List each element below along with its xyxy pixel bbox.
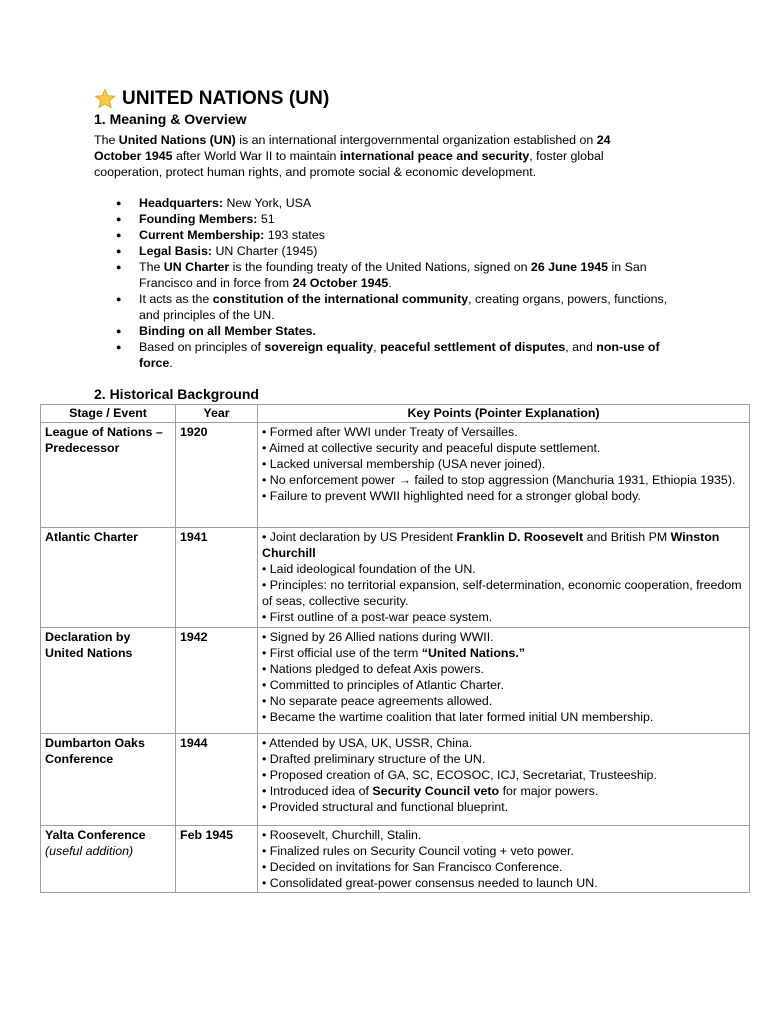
text-run: Based on principles of — [139, 340, 265, 354]
text-run: and British PM — [583, 530, 671, 544]
key-point — [262, 875, 745, 891]
text-run: • Principles: no territorial expansion, self-determination, economic cooperation, freedom of seas, collective security. — [262, 578, 742, 608]
stage-name: Atlantic Charter — [45, 530, 138, 544]
bold-text: United Nations (UN) — [118, 133, 236, 147]
text-run: • First official use of the term — [262, 646, 422, 660]
bullet-item — [94, 323, 674, 339]
text-run: • Nations pledged to defeat Axis powers. — [262, 662, 484, 676]
text-run: is the founding treaty of the United Nations, signed on — [229, 260, 531, 274]
bullet-item — [94, 227, 674, 243]
table-row — [41, 423, 750, 528]
text-run: • Laid ideological foundation of the UN. — [262, 562, 476, 576]
text-run: • Aimed at collective security and peaceful dispute settlement. — [262, 441, 601, 455]
text-run: • Joint declaration by US President — [262, 530, 457, 544]
stage-cell — [41, 528, 176, 628]
text-run: 51 — [257, 212, 275, 226]
year-cell: 1942 — [176, 628, 258, 734]
text-run: The — [139, 260, 164, 274]
bold-text: 24 October 1945 — [292, 276, 389, 290]
bold-text: Binding on all Member States. — [139, 324, 316, 338]
text-run: • Signed by 26 Allied nations during WWII. — [262, 630, 494, 644]
table-row — [41, 528, 750, 628]
column-header-year: Year — [176, 405, 258, 423]
key-points-cell — [258, 528, 750, 628]
text-run: • Failure to prevent WWII highlighted need for a stronger global body. — [262, 489, 641, 503]
text-run: • Formed after WWI under Treaty of Versailles. — [262, 425, 518, 439]
text-run: • Decided on invitations for San Francisco Conference. — [262, 860, 563, 874]
key-point — [262, 843, 745, 859]
key-point — [262, 827, 745, 843]
key-point — [262, 783, 745, 799]
key-point — [262, 751, 745, 767]
bold-text: sovereign equality — [264, 340, 374, 354]
overview-bullet-list — [94, 195, 674, 371]
section-heading-history: 2. Historical Background — [94, 386, 259, 402]
text-run: . — [388, 276, 392, 290]
table-row — [41, 628, 750, 734]
year-cell: Feb 1945 — [176, 826, 258, 893]
key-points-cell — [258, 423, 750, 528]
key-point — [262, 799, 745, 815]
stage-name: Yalta Conference — [45, 828, 146, 842]
column-header-stage: Stage / Event — [41, 405, 176, 423]
text-run: for major powers. — [499, 784, 599, 798]
key-point — [262, 767, 745, 783]
text-run: • No separate peace agreements allowed. — [262, 694, 493, 708]
year-cell: 1941 — [176, 528, 258, 628]
bold-text: Current Membership: — [139, 228, 265, 242]
key-point — [262, 561, 745, 577]
table-row — [41, 734, 750, 826]
bold-text: Winston Churchill — [262, 530, 720, 560]
bold-text: constitution of the international community — [212, 292, 469, 306]
stage-cell — [41, 826, 176, 893]
page-title-text: UNITED NATIONS (UN) — [122, 88, 330, 109]
key-point — [262, 488, 745, 504]
text-run: • First outline of a post-war peace system. — [262, 610, 493, 624]
bullet-item — [94, 339, 674, 371]
intro-paragraph — [94, 132, 654, 180]
stage-name: Dumbarton Oaks Conference — [45, 736, 145, 766]
table-body — [41, 423, 750, 893]
text-run: New York, USA — [223, 196, 312, 210]
bold-text: “United Nations.” — [421, 646, 526, 660]
key-point — [262, 472, 745, 488]
key-point — [262, 456, 745, 472]
key-point — [262, 677, 745, 693]
stage-name: League of Nations – Predecessor — [45, 425, 163, 455]
text-run: in San Francisco and in force from — [139, 260, 647, 290]
bold-text: Headquarters: — [139, 196, 224, 210]
year-cell: 1944 — [176, 734, 258, 826]
bullet-item — [94, 195, 674, 211]
bold-text: UN Charter — [163, 260, 230, 274]
text-run: • Drafted preliminary structure of the UN. — [262, 752, 486, 766]
key-point — [262, 645, 745, 661]
key-point — [262, 709, 745, 725]
key-point — [262, 529, 745, 561]
text-run: The — [94, 133, 119, 147]
stage-name: Declaration by United Nations — [45, 630, 133, 660]
text-run: • Committed to principles of Atlantic Charter. — [262, 678, 504, 692]
key-point — [262, 661, 745, 677]
stage-note: (useful addition) — [45, 844, 134, 858]
bold-text: Franklin D. Roosevelt — [456, 530, 584, 544]
text-run: • Provided structural and functional blueprint. — [262, 800, 509, 814]
text-run: . — [169, 356, 173, 370]
table-row — [41, 826, 750, 893]
text-run: , — [373, 340, 381, 354]
key-point — [262, 693, 745, 709]
star-icon — [94, 88, 116, 110]
stage-cell — [41, 734, 176, 826]
table-header-row — [41, 405, 750, 423]
text-run: , and — [565, 340, 597, 354]
text-run: • No enforcement power → failed to stop aggression (Manchuria 1931, Ethiopia 1935). — [262, 473, 736, 487]
bullet-item — [94, 291, 674, 323]
bold-text: 24 October 1945 — [94, 133, 611, 163]
text-run: • Finalized rules on Security Council voting + veto power. — [262, 844, 574, 858]
key-point — [262, 629, 745, 645]
text-run: • Consolidated great-power consensus needed to launch UN. — [262, 876, 598, 890]
text-run: after World War II to maintain — [172, 149, 340, 163]
history-table — [40, 404, 750, 893]
bold-text: 26 June 1945 — [530, 260, 609, 274]
text-run: , foster global cooperation, protect human rights, and promote social & economic development. — [94, 149, 604, 179]
text-run: , creating organs, powers, functions, and principles of the UN. — [139, 292, 668, 322]
key-point — [262, 609, 745, 625]
bullet-item — [94, 259, 674, 291]
text-run: • Proposed creation of GA, SC, ECOSOC, ICJ, Secretariat, Trusteeship. — [262, 768, 657, 782]
text-run: UN Charter (1945) — [212, 244, 318, 258]
key-points-cell — [258, 826, 750, 893]
key-point — [262, 424, 745, 440]
text-run: • Became the wartime coalition that later formed initial UN membership. — [262, 710, 654, 724]
stage-cell — [41, 628, 176, 734]
text-run: is an international intergovernmental organization established on — [235, 133, 597, 147]
page-title — [94, 86, 329, 112]
column-header-key-points: Key Points (Pointer Explanation) — [258, 405, 750, 423]
key-points-cell — [258, 628, 750, 734]
key-point — [262, 859, 745, 875]
text-run: 193 states — [264, 228, 325, 242]
section-heading-overview: 1. Meaning & Overview — [94, 111, 247, 127]
bold-text: peaceful settlement of disputes — [380, 340, 566, 354]
bold-text: Security Council veto — [372, 784, 500, 798]
key-points-cell — [258, 734, 750, 826]
bullet-item — [94, 211, 674, 227]
text-run: It acts as the — [139, 292, 213, 306]
bold-text: international peace and security — [339, 149, 530, 163]
key-point — [262, 577, 745, 609]
bullet-item — [94, 243, 674, 259]
key-point — [262, 440, 745, 456]
text-run: • Attended by USA, UK, USSR, China. — [262, 736, 473, 750]
text-run: • Roosevelt, Churchill, Stalin. — [262, 828, 422, 842]
key-point — [262, 735, 745, 751]
text-run: • Lacked universal membership (USA never joined). — [262, 457, 546, 471]
bold-text: Founding Members: — [139, 212, 258, 226]
bold-text: Legal Basis: — [139, 244, 212, 258]
year-cell: 1920 — [176, 423, 258, 528]
bold-text: non-use of force — [139, 340, 660, 370]
stage-cell — [41, 423, 176, 528]
text-run: • Introduced idea of — [262, 784, 373, 798]
